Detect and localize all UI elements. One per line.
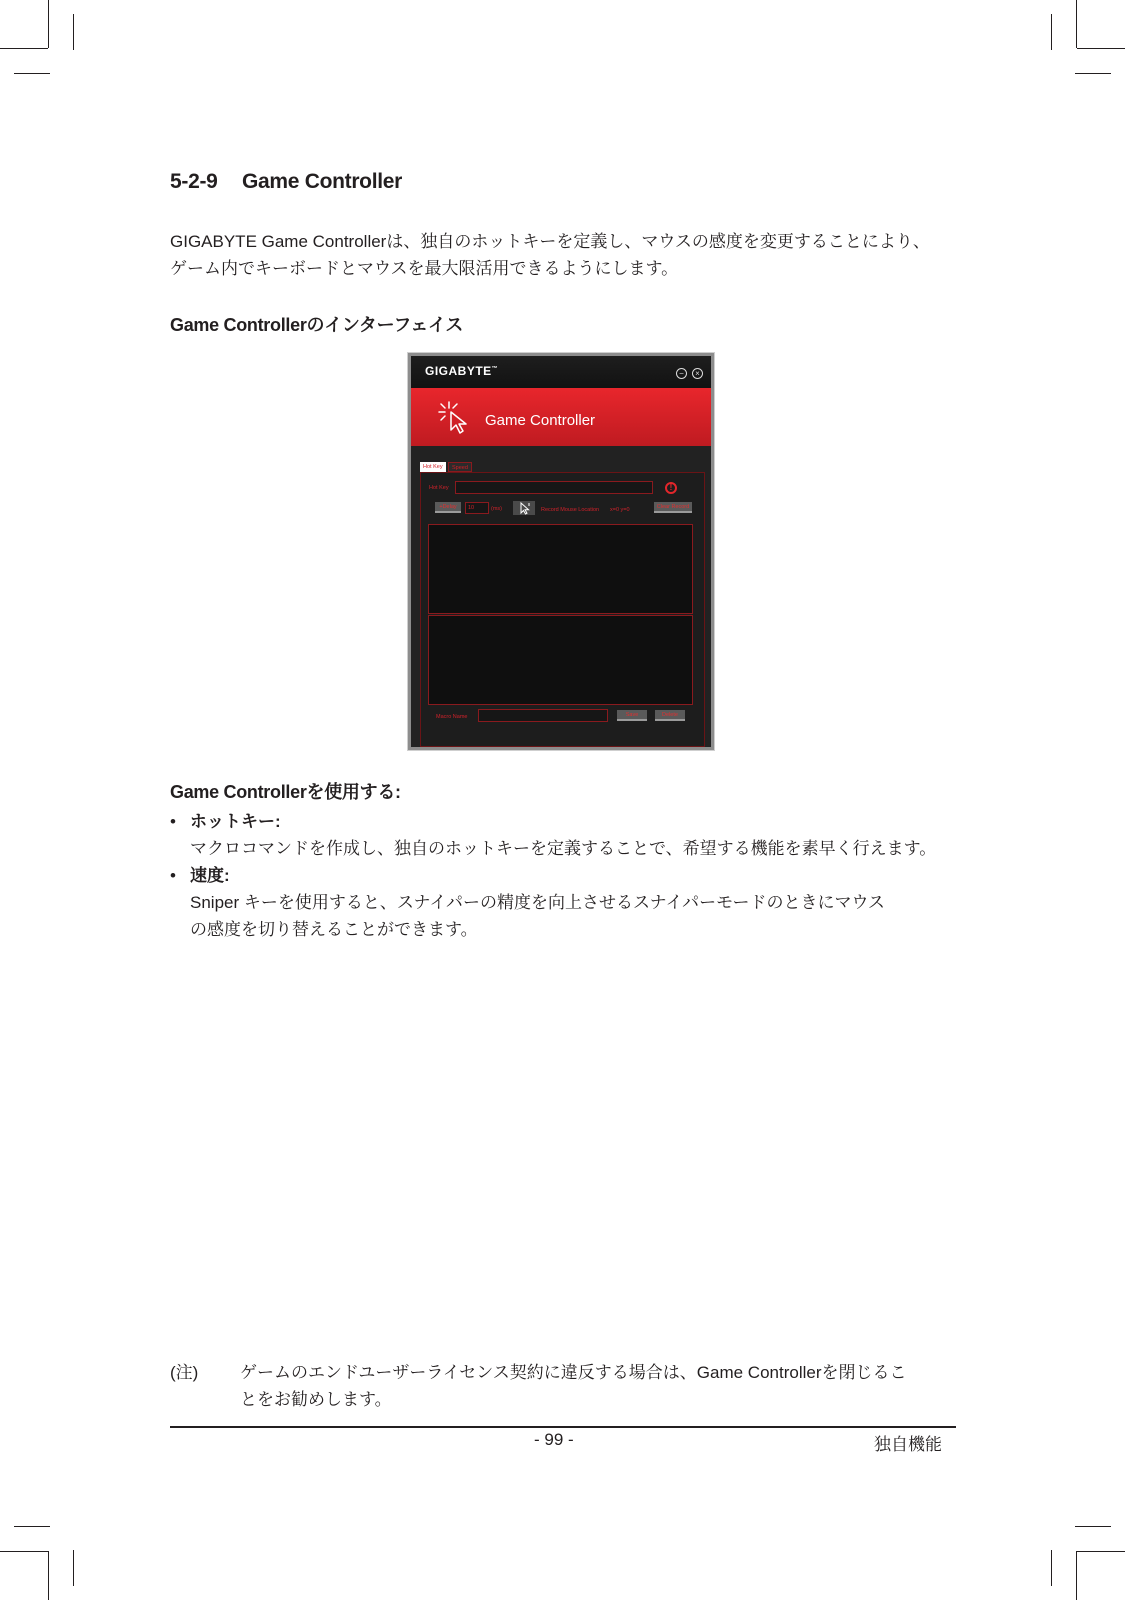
record-location-label: Record Mouse Location (541, 507, 600, 513)
usage-heading: Game Controllerを使用する: (170, 782, 401, 802)
section-heading: Game Controller (242, 170, 403, 193)
hot-key-label: Hot Key (429, 485, 449, 491)
gigabyte-logo (425, 364, 498, 378)
delay-input[interactable] (465, 502, 489, 514)
alert-icon: ! (665, 482, 677, 494)
window-titlebar (411, 356, 711, 388)
tab-speed[interactable]: Speed (448, 462, 472, 472)
app-banner (411, 388, 711, 446)
crop-mark (73, 1550, 74, 1586)
delete-button[interactable]: Delete (655, 710, 685, 721)
crop-mark (1076, 0, 1077, 48)
minimize-icon[interactable]: − (676, 368, 687, 379)
section-number: 5-2-9 (170, 170, 218, 193)
crop-mark (1075, 1526, 1111, 1527)
bullet-marker: • (170, 866, 176, 885)
brand-text: GIGABYTE (425, 364, 492, 378)
macro-name-input[interactable] (478, 709, 608, 722)
cursor-click-icon (435, 398, 475, 438)
cursor-icon (513, 501, 535, 515)
game-controller-window (408, 353, 714, 750)
crop-mark (14, 1526, 50, 1527)
crop-mark (0, 48, 48, 49)
delay-unit-label: (ms) (491, 506, 502, 512)
crop-mark (1051, 14, 1052, 50)
crop-mark (1077, 1551, 1125, 1552)
crop-mark (14, 73, 50, 74)
crop-mark (1051, 1550, 1052, 1586)
bullet-description: Sniper キーを使用すると、スナイパーの精度を向上させるスナイパーモードのときにマウス (190, 893, 885, 912)
clear-record-button[interactable]: Clear Record (654, 502, 692, 513)
intro-line: ゲーム内でキーボードとマウスを最大限活用できるようにします。 (170, 259, 679, 278)
list-item (170, 808, 960, 862)
crop-mark (0, 1551, 48, 1552)
tab-hot-key[interactable]: Hot Key (420, 462, 446, 472)
close-icon[interactable]: × (692, 368, 703, 379)
mouse-coordinates: x=0 y=0 (610, 507, 630, 513)
note-label: (注) (170, 1363, 199, 1382)
app-body (411, 446, 711, 750)
intro-paragraph (170, 228, 960, 282)
macro-list[interactable] (428, 615, 693, 705)
crop-mark (1075, 73, 1111, 74)
crop-mark (73, 14, 74, 50)
note-line: ゲームのエンドユーザーライセンス契約に違反する場合は、Game Controllerを閉じるこ (240, 1363, 907, 1382)
intro-line: GIGABYTE Game Controllerは、独自のホットキーを定義し、マウスの感度を変更することにより、 (170, 232, 930, 251)
record-mouse-button[interactable] (513, 501, 535, 515)
add-delay-button[interactable]: +Delay (435, 502, 461, 513)
chapter-name: 独自機能 (874, 1435, 942, 1454)
bullet-marker: • (170, 812, 176, 831)
page-number: - 99 - (534, 1430, 574, 1449)
interface-heading: Game Controllerのインターフェイス (170, 315, 464, 335)
note-line: とをお勧めします。 (240, 1390, 392, 1409)
crop-mark (1077, 48, 1125, 49)
app-title: Game Controller (485, 412, 596, 429)
macro-name-label: Macro Name (436, 714, 468, 720)
delay-value: 10 (468, 505, 475, 511)
macro-record-list[interactable] (428, 524, 693, 614)
bullet-description: マクロコマンドを作成し、独自のホットキーを定義することで、希望する機能を素早く行えます。 (190, 839, 937, 858)
trademark-sign: ™ (491, 366, 499, 372)
list-item (170, 862, 960, 943)
crop-mark (48, 1551, 49, 1600)
bullet-title: ホットキー: (190, 812, 281, 831)
hot-key-panel (420, 472, 705, 747)
footer-divider (170, 1426, 956, 1428)
bullet-title: 速度: (190, 866, 230, 885)
bullet-description: の感度を切り替えることができます。 (190, 920, 478, 939)
save-button[interactable]: Save (617, 710, 647, 721)
crop-mark (48, 0, 49, 48)
usage-list (170, 808, 960, 943)
hot-key-input[interactable] (455, 481, 653, 494)
section-title (170, 170, 402, 194)
crop-mark (1076, 1551, 1077, 1600)
